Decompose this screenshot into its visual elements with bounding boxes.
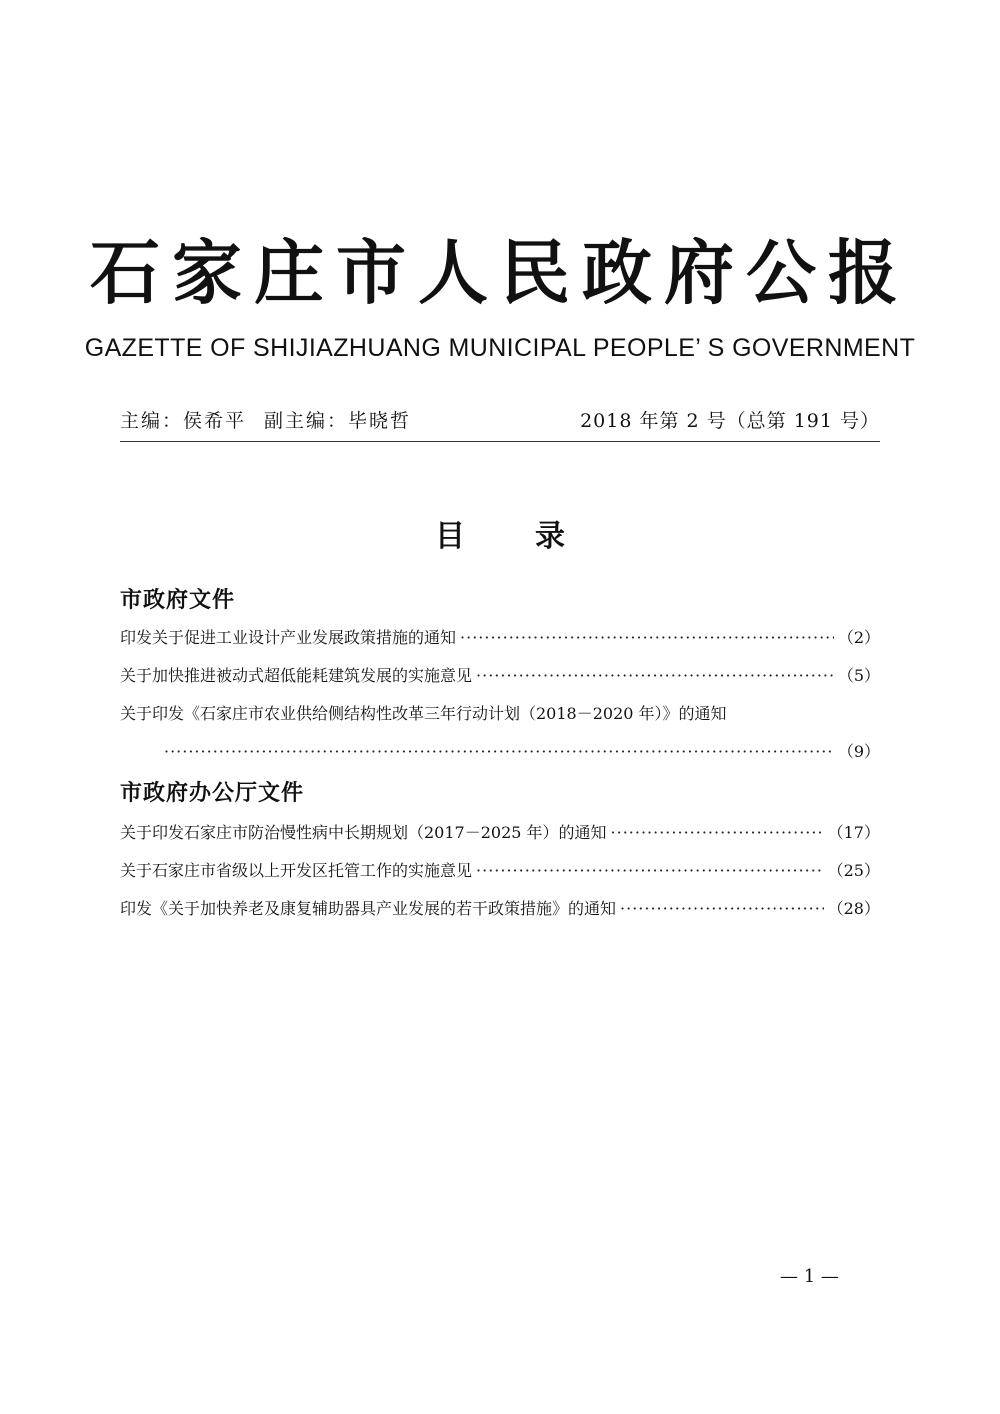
dot-leader [476,663,834,689]
dot-leader [476,858,824,884]
toc-entry-title: 印发关于促进工业设计产业发展政策措施的通知 [120,628,457,647]
gazette-title: 石家庄市人民政府公报 [90,231,910,314]
toc-entry-title: 印发《关于加快养老及康复辅助器具产业发展的若干政策措施》的通知 [120,899,617,918]
toc-entry[interactable] [120,625,880,651]
toc-entry-continuation[interactable] [160,739,880,765]
toc-title-part1: 目 [435,519,465,554]
toc-entry-page: （17） [827,823,880,842]
section-heading: 市政府办公厅文件 [120,781,305,806]
toc-entry[interactable] [120,820,880,846]
dot-leader [164,739,834,765]
toc-entry-page: （2） [837,628,880,647]
issue-number: 2018 年第 2 号（总第 191 号） [580,410,880,432]
toc-entry-title: 关于加快推进被动式超低能耗建筑发展的实施意见 [120,666,473,685]
dot-leader [460,625,834,651]
toc-entry-page: （28） [827,899,880,918]
toc-entry-title: 关于印发石家庄市防治慢性病中长期规划（2017－2025 年）的通知 [120,823,607,842]
toc-entry[interactable] [120,896,880,922]
toc-entry[interactable] [120,858,880,884]
toc-entry-page: （25） [827,861,880,880]
dot-leader [620,896,824,922]
toc-entry-title[interactable]: 关于印发《石家庄市农业供给侧结构性改革三年行动计划（2018－2020 年）》的通知 [120,704,727,723]
toc-entry-page: （9） [837,742,880,761]
deputy-editor: 副主编：毕晓哲 [264,410,412,432]
header-divider [120,441,880,442]
editors-line [120,407,411,435]
gazette-english-title: GAZETTE OF SHIJIAZHUANG MUNICIPAL PEOPLE’ S GOVERNMENT [84,334,916,362]
toc-title-part2: 录 [535,519,565,554]
toc-entry-page: （5） [837,666,880,685]
toc-entry[interactable] [120,663,880,689]
dot-leader [611,820,824,846]
section-heading: 市政府文件 [120,588,236,613]
toc-entry-title: 关于石家庄市省级以上开发区托管工作的实施意见 [120,861,473,880]
toc-title [0,515,1000,559]
page-number: — 1 — [780,1266,839,1287]
chief-editor: 主编：侯希平 [120,410,247,432]
